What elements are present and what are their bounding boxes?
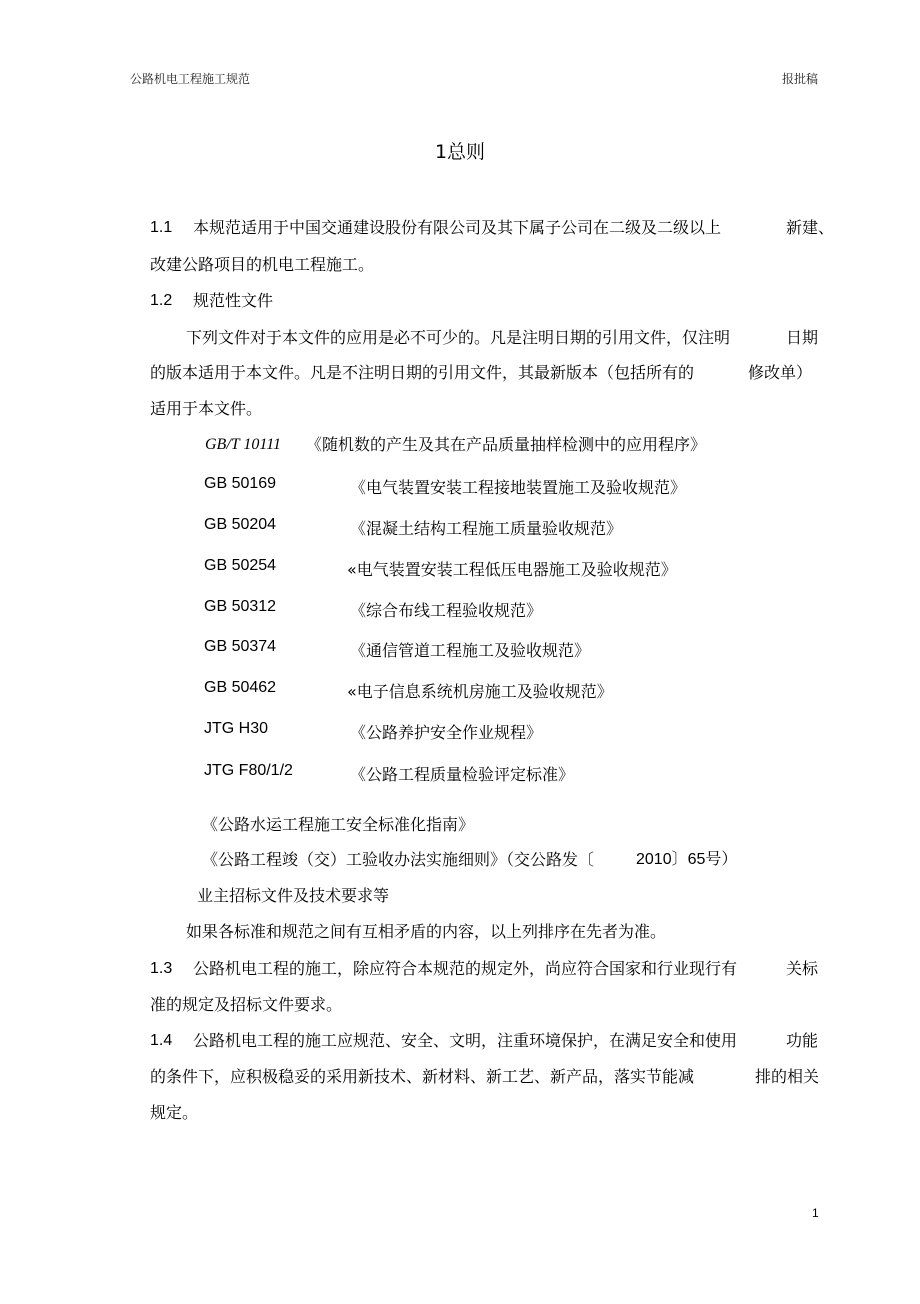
standard-title: 《公路工程质量检验评定标准》 xyxy=(350,765,575,784)
section-number-1-1: 1.1 xyxy=(150,219,173,236)
chapter-title: 1总则 xyxy=(434,141,486,163)
running-header-title: 公路机电工程施工规范 xyxy=(130,72,251,86)
standard-title-gbt-10111: 《随机数的产生及其在产品质量抽样检测中的应用程序》 xyxy=(306,435,707,454)
standard-title: 《混凝土结构工程施工质量验收规范》 xyxy=(350,519,623,538)
section-1-1-line2: 改建公路项目的机电工程施工。 xyxy=(150,255,375,274)
standard-code: GB 50312 xyxy=(204,598,277,615)
section-1-4-line1: 公路机电工程的施工应规范、安全、文明，注重环境保护，在满足安全和使用 xyxy=(193,1031,738,1050)
section-1-2-heading: 规范性文件 xyxy=(193,291,274,310)
rule-reference-tail: 2010〕65号） xyxy=(636,851,738,868)
guide-reference: 《公路水运工程施工安全标准化指南》 xyxy=(202,815,475,834)
section-1-3-line1: 公路机电工程的施工，除应符合本规范的规定外，尚应符合国家和行业现行有 xyxy=(193,959,738,978)
normative-paragraph-line1: 下列文件对于本文件的应用是必不可少的。凡是注明日期的引用文件，仅注明 xyxy=(186,328,731,347)
standard-code: GB 50462 xyxy=(204,679,277,696)
standard-code: GB 50374 xyxy=(204,638,277,655)
normative-paragraph-line2: 的版本适用于本文件。凡是不注明日期的引用文件，其最新版本（包括所有的 xyxy=(150,363,695,382)
standard-code: GB 50169 xyxy=(204,475,277,492)
section-1-3-line1-tail: 关标 xyxy=(786,959,819,978)
standard-title: 《综合布线工程验收规范》 xyxy=(350,601,543,620)
section-1-3-line2: 准的规定及招标文件要求。 xyxy=(150,995,343,1014)
rule-reference: 《公路工程竣（交）工验收办法实施细则》（交公路发〔 xyxy=(202,850,595,869)
section-number-1-3: 1.3 xyxy=(150,960,173,977)
normative-paragraph-line1-tail: 日期 xyxy=(786,328,819,347)
section-1-1-line1-tail: 新建、 xyxy=(786,218,835,237)
section-1-1-line1: 本规范适用于中国交通建设股份有限公司及其下属子公司在二级及二级以上 xyxy=(193,218,722,237)
section-1-4-line1-tail: 功能 xyxy=(786,1031,819,1050)
section-1-4-line3: 规定。 xyxy=(150,1103,199,1122)
standard-code: GB 50254 xyxy=(204,557,277,574)
conflict-precedence: 如果各标准和规范之间有互相矛盾的内容，以上列排序在先者为准。 xyxy=(186,922,667,941)
section-number-1-2: 1.2 xyxy=(150,292,173,309)
standard-title: 《通信管道工程施工及验收规范》 xyxy=(350,641,591,660)
standard-title: 《公路养护安全作业规程》 xyxy=(350,723,543,742)
normative-paragraph-line2-tail: 修改单） xyxy=(748,363,813,382)
standard-code: GB 50204 xyxy=(204,516,277,533)
standard-title: «电气装置安装工程低压电器施工及验收规范》 xyxy=(347,560,677,579)
standard-code: JTG F80/1/2 xyxy=(204,762,293,779)
section-number-1-4: 1.4 xyxy=(150,1032,173,1049)
section-1-4-line2: 的条件下，应积极稳妥的采用新技术、新材料、新工艺、新产品，落实节能减 xyxy=(150,1067,695,1086)
running-header-status: 报批稿 xyxy=(782,72,819,86)
page-number: 1 xyxy=(812,1206,819,1220)
section-1-4-line2-tail: 排的相关 xyxy=(755,1067,820,1086)
standard-code-gbt-10111: GB/T 10111 xyxy=(205,436,282,453)
standard-title: 《电气装置安装工程接地装置施工及验收规范》 xyxy=(350,478,687,497)
standard-title: «电子信息系统机房施工及验收规范》 xyxy=(347,682,613,701)
standard-code: JTG H30 xyxy=(204,720,269,737)
owner-documents: 业主招标文件及技术要求等 xyxy=(197,886,390,905)
normative-paragraph-line3: 适用于本文件。 xyxy=(150,399,263,418)
